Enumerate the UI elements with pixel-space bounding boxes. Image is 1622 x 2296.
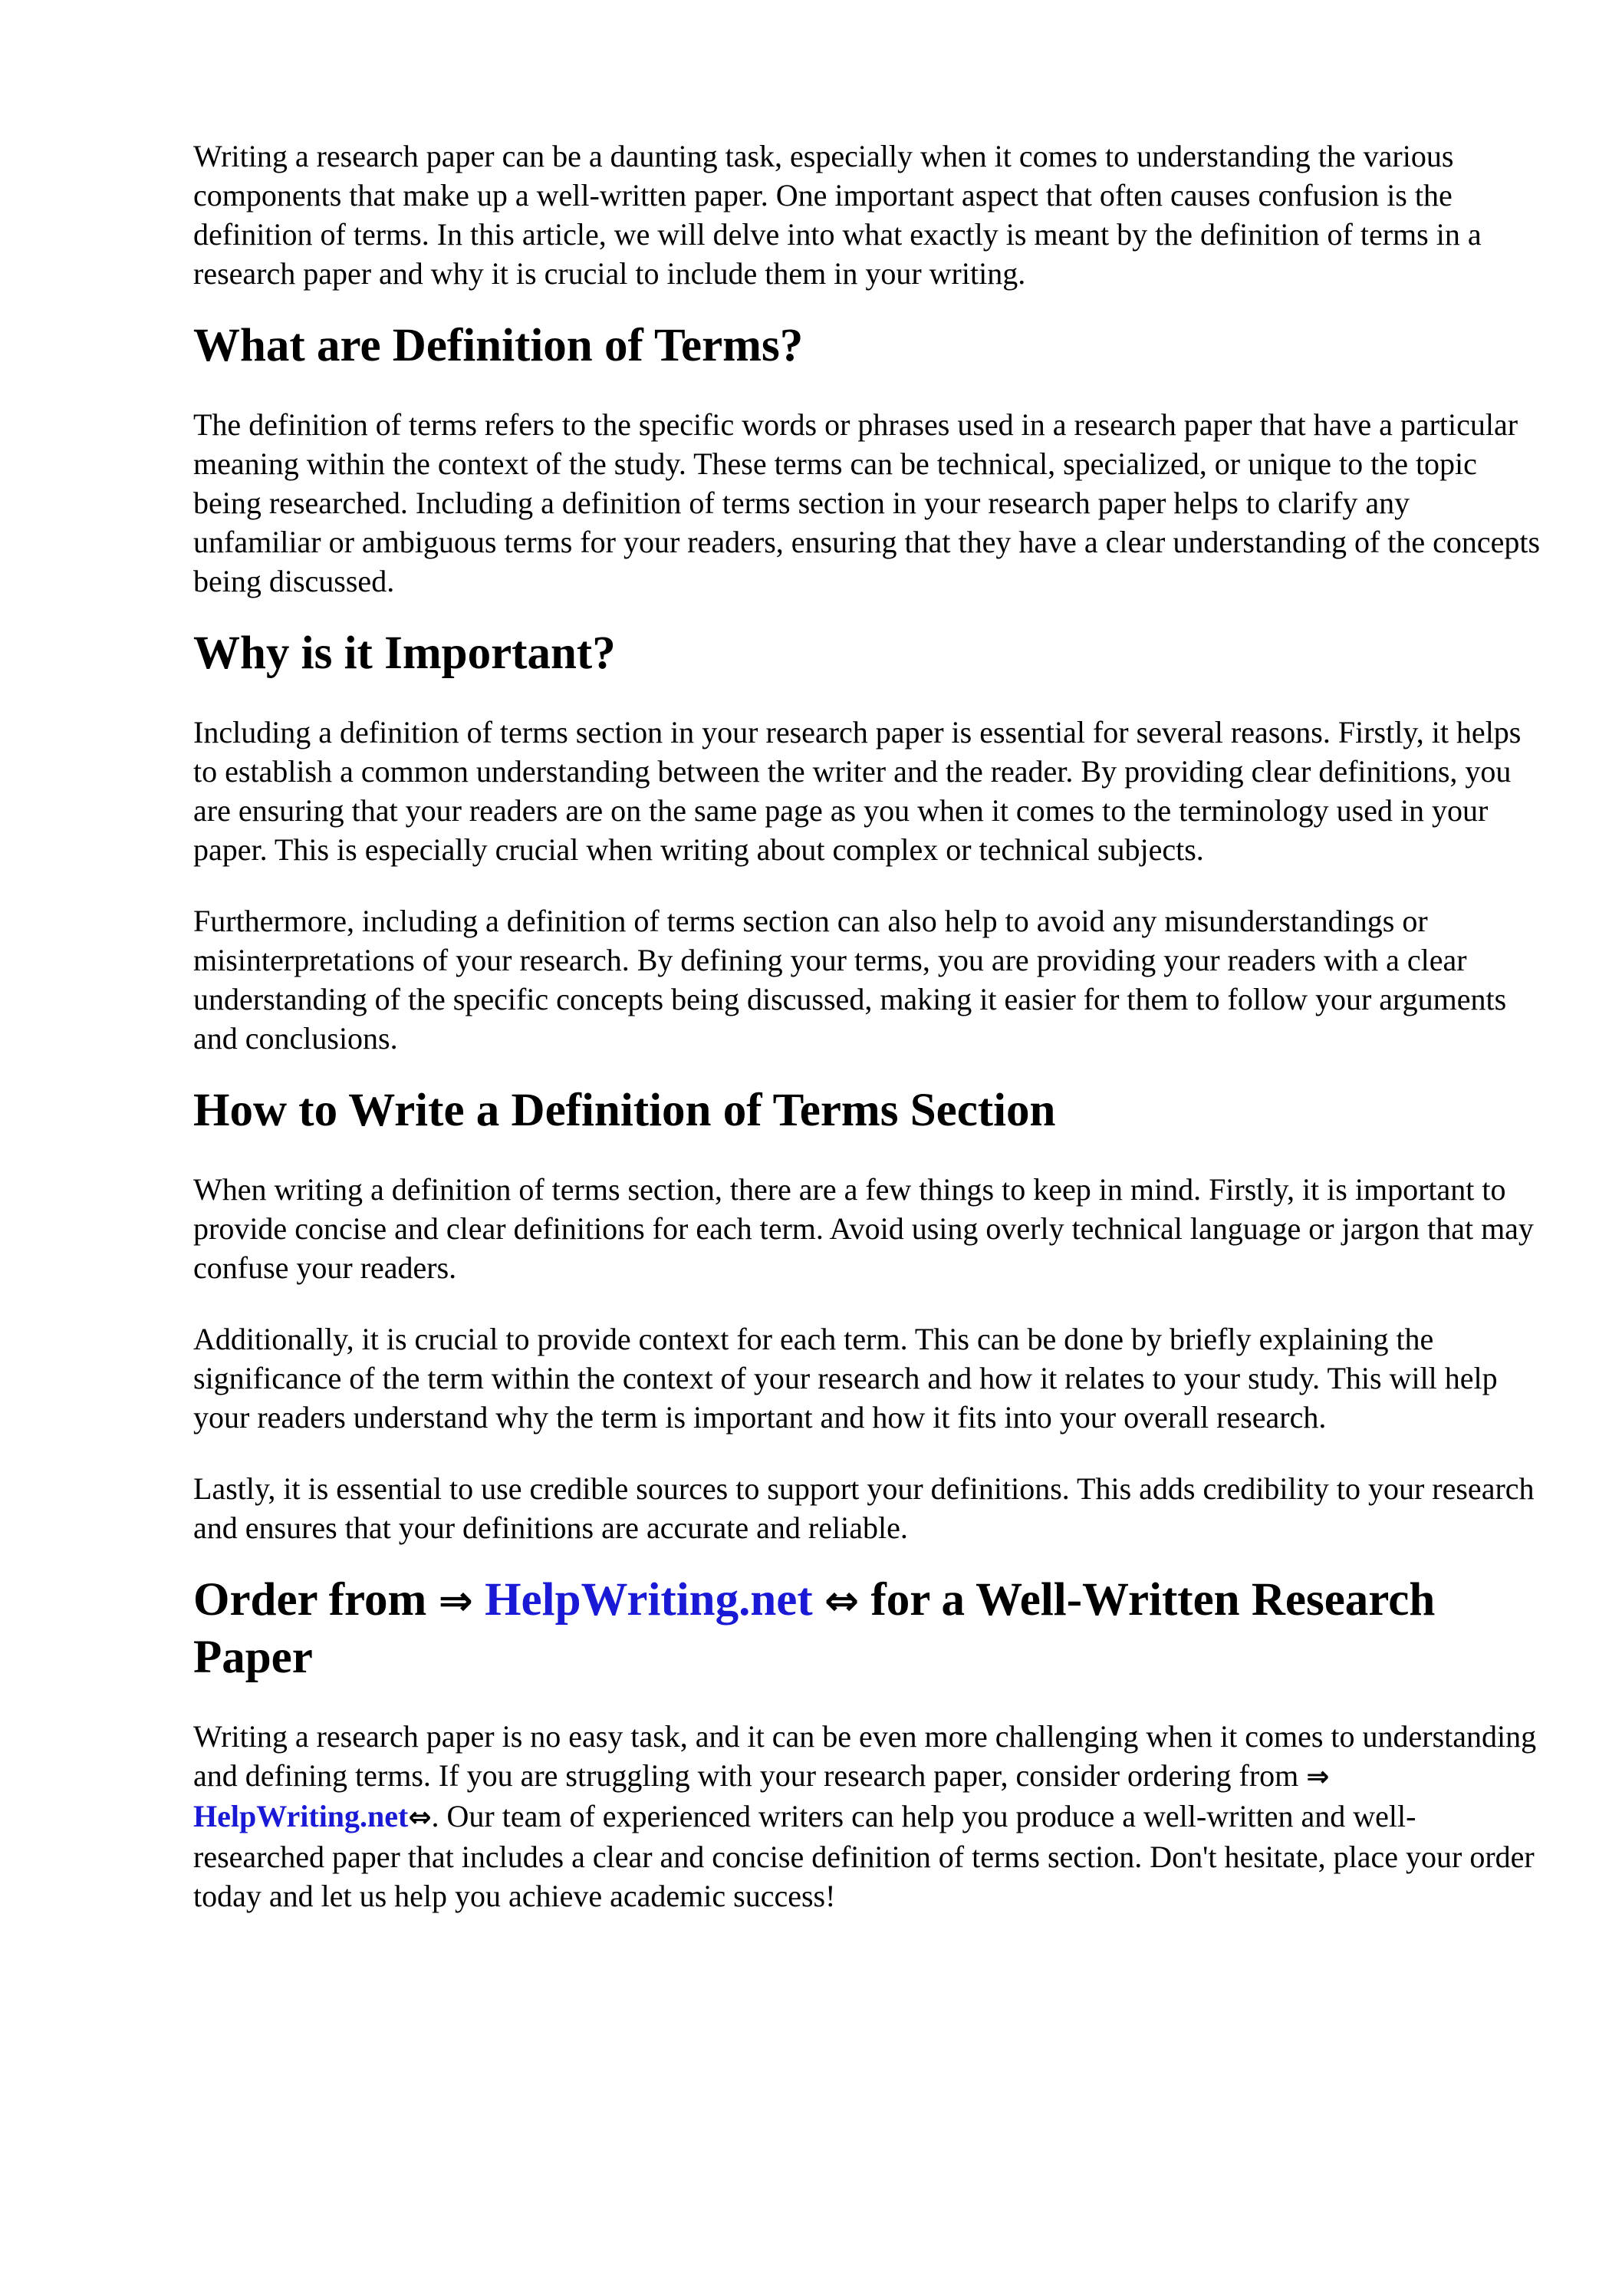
helpwriting-inline-link[interactable]: HelpWriting.net [193, 1799, 409, 1833]
importance-paragraph-1: Including a definition of terms section in your research paper is essential for several reasons. Firstly, it helps to establish a common understanding between the writer and the reader. By providing clear definitions, you are ensuring that your readers are on the same page as you when it comes to the terminology used in your paper. This is especially crucial when writing about complex or technical subjects. [193, 715, 1522, 867]
importance-paragraph-2: Furthermore, including a definition of terms section can also help to avoid any misunderstandings or misinterpretations of your research. By defining your terms, you are providing your readers with a clear understanding of the specific concepts being discussed, making it easier for them to follow your arguments and conclusions. [193, 904, 1507, 1056]
double-arrow-icon: ⇔ [408, 1802, 432, 1833]
definition-paragraph: The definition of terms refers to the specific words or phrases used in a research paper that have a particular meaning within the context of the study. These terms can be technical, specialized, or unique to the topic being researched. Including a definition of terms section in your research paper helps to clarify any unfamiliar or ambiguous terms for your readers, ensuring that they have a clear understanding of the concepts being discussed. [193, 407, 1541, 598]
helpwriting-heading-link[interactable]: HelpWriting.net [485, 1574, 813, 1626]
right-arrow-icon: ⇒ [438, 1576, 473, 1625]
how-to-paragraph-1: When writing a definition of terms section, there are a few things to keep in mind. Firstly, it is important to provide concise and clear definitions for each term. Avoid using overly technical language or jargon that may confuse your readers. [193, 1172, 1534, 1285]
how-to-paragraph-2: Additionally, it is crucial to provide context for each term. This can be done by briefly explaining the significance of the term within the context of your research and how it relates to your study. This will help your readers understand why the term is important and how it fits into your overall research. [193, 1322, 1498, 1435]
intro-paragraph: Writing a research paper can be a daunting task, especially when it comes to understanding the various components that make up a well-written paper. One important aspect that often causes confusion is the definition of terms. In this article, we will delve into what exactly is meant by the definition of terms in a research paper and why it is crucial to include them in your writing. [193, 139, 1482, 291]
section-heading-importance: Why is it Important? [193, 628, 616, 679]
how-to-paragraph-3: Lastly, it is essential to use credible sources to support your definitions. This adds credibility to your research and ensures that your definitions are accurate and reliable. [193, 1471, 1535, 1545]
order-paragraph-suffix: . Our team of experienced writers can help you produce a well-written and well-researched paper that includes a clear and concise definition of terms section. Don't hesitate, place your order today and let us help you achieve academic success! [193, 1799, 1535, 1913]
order-heading [193, 1572, 1543, 1686]
double-arrow-icon: ⇔ [824, 1576, 860, 1625]
right-arrow-icon: ⇒ [1306, 1761, 1330, 1793]
order-heading-suffix: for a Well-Written Research Paper [193, 1574, 1436, 1683]
order-paragraph-prefix: Writing a research paper is no easy task, and it can be even more challenging when it comes to understanding and defining terms. If you are struggling with your research paper, consider ordering from [193, 1719, 1537, 1793]
order-paragraph [193, 1717, 1543, 1916]
section-heading-how-to-write: How to Write a Definition of Terms Section [193, 1085, 1056, 1136]
order-heading-prefix: Order from [193, 1574, 439, 1626]
document-page [193, 137, 1543, 1948]
section-heading-definition: What are Definition of Terms? [193, 320, 804, 371]
